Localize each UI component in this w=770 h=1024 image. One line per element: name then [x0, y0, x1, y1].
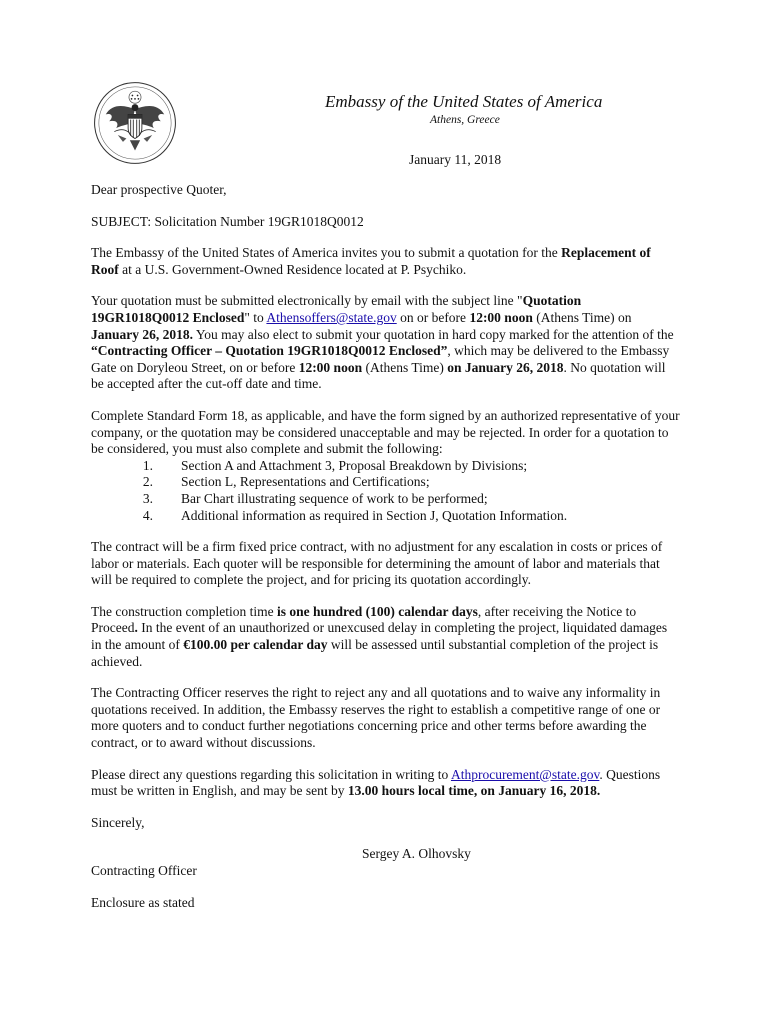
email-link-athensoffers[interactable]: Athensoffers@state.gov — [266, 309, 397, 325]
list-item: 2. Section L, Representations and Certifications; — [142, 474, 430, 490]
list-item: 1. Section A and Attachment 3, Proposal Breakdown by Divisions; — [142, 457, 528, 473]
list-item: 4. Additional information as required in Section J, Quotation Information. — [142, 507, 568, 523]
paragraph-contract-type: The contract will be a firm fixed price contract, with no adjustment for any escalation in costs or prices of labor or materials. Each quoter will be responsible for determining the amount of labor and materials that will be required to complete the project, and for pricing its quotation accordingly. — [91, 539, 663, 588]
letter-body — [91, 182, 681, 926]
paragraph-completion-time: The construction completion time is one hundred (100) calendar days, after receiving the Notice to Proceed. In the event of an unauthorized or unexcused delay in completing the project, liquidated damages in the amount of €100.00 per calendar day will be assessed until substantial completion of the project is achieved. — [91, 603, 668, 669]
paragraph-questions: Please direct any questions regarding this solicitation in writing to Athprocurement@state.gov. Questions must be written in English, and may be sent by 13.00 hours local time, on January 16, 2018. — [91, 766, 661, 799]
closing: Sincerely, — [91, 814, 145, 830]
letter-date: January 11, 2018 — [409, 152, 502, 167]
paragraph-submission: Your quotation must be submitted electronically by email with the subject line "Quotation 19GR1018Q0012 Enclosed" to Athensoffers@state.gov on or before 12:00 noon (Athens Time) on January 26, 2018. You may also elect to submit your quotation in hard copy marked for the attention of the “Contracting Officer – Quotation 19GR1018Q0012 Enclosed”, which may be delivered to the Embassy Gate on Doryleou Street, on or before 12:00 noon (Athens Time) on January 26, 2018. No quotation will be accepted after the cut-off date and time. — [91, 293, 674, 392]
paragraph-requirements: Complete Standard Form 18, as applicable, and have the form signed by an authorized representative of your company, or the quotation may be considered unacceptable and may be rejected. In order for a quotation to be considered, you must also complete and submit the following: 1. Section A and Attachment 3, Proposal Breakdown by Divisions; 2. Section L, Representations and Certifications; 3. Bar Chart illustrating sequence of work to be performed; 4. Additional information as required in Section J, Quotation Information. — [91, 407, 680, 523]
salutation: Dear prospective Quoter, — [91, 182, 227, 197]
embassy-title: Embassy of the United States of America — [325, 92, 603, 111]
email-link-athprocurement[interactable]: Athprocurement@state.gov — [450, 766, 600, 782]
requirements-list — [91, 458, 681, 524]
paragraph-reservations: The Contracting Officer reserves the right to reject any and all quotations and to waive any informality in quotations received. In addition, the Embassy reserves the right to establish a competitive range of one or more quoters and to conduct further negotiations concerning price and other terms before awarding the contract, or to award without discussions. — [91, 685, 661, 751]
paragraph-invitation: The Embassy of the United States of America invites you to submit a quotation for the Replacement of Roof at a U.S. Government-Owned Residence located at P. Psychiko. — [91, 245, 651, 277]
enclosure-note: Enclosure as stated — [91, 894, 195, 910]
signer-name: Sergey A. Olhovsky — [362, 846, 471, 862]
great-seal-logo — [92, 80, 178, 166]
list-item: 3. Bar Chart illustrating sequence of work to be performed; — [142, 490, 488, 506]
subject-line: SUBJECT: Solicitation Number 19GR1018Q0012 — [91, 213, 364, 229]
signer-title: Contracting Officer — [91, 863, 197, 878]
embassy-location: Athens, Greece — [430, 114, 500, 126]
